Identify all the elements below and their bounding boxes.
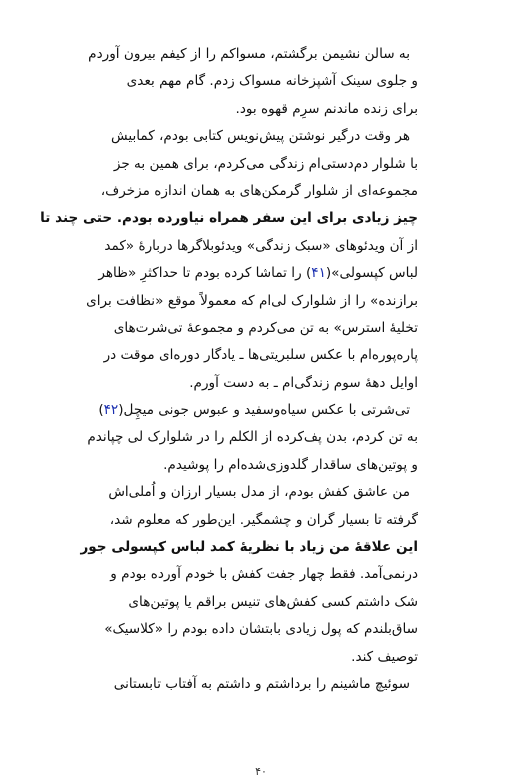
text-line [80,534,418,561]
text-line [40,205,418,232]
text-line [87,424,418,451]
text-segment: اوایل دههٔ سوم زندگی‌ام ـ به دست آورم. [189,374,418,391]
text-segment: من عاشق کفش بودم، از مدل بسیار ارزان و اُملی‌اش [108,484,410,501]
text-segment: ) را تماشا کرده بودم تا حداکثرِ «ظاهر [98,265,312,282]
text-segment: از آن ویدئوهای «سبک زندگی» ویدئوبلاگرها دربارۀ «کمد [104,237,418,254]
text-line [96,315,418,342]
text-line [96,123,418,150]
bold-text: این علاقهٔ من زیاد با نظریهٔ کمد لباس کپسولی جور [80,539,418,556]
footnote-reference: ۴۱ [311,265,326,282]
text-line [96,561,418,588]
text-line [96,644,418,671]
text-line [96,589,418,616]
text-segment: و جلوی سینک آشپزخانه مسواک زدم. گام مهم بعدی [126,73,418,90]
text-segment: و پوتین‌های ساقدار گلدوزی‌شده‌ام را پوشیدم. [163,456,418,473]
text-segment: برای زنده ماندنم سرِم قهوه بود. [235,100,418,117]
text-line [96,233,418,260]
text-segment: به تن کردم، بدن پف‌کرده از الکلم را در شلوارک لی چپاندم [87,429,418,446]
text-segment: شک داشتم کسی کفش‌های تنیس براقم یا پوتین‌های [128,593,418,610]
text-line [96,616,418,643]
text-segment: مجموعه‌ای از شلوار گرمکن‌های به همان اندازه مزخرف، [100,182,418,199]
text-line [96,397,418,424]
text-segment: گرفته تا بسیار گران و چشمگیر. این‌طور که معلوم شد، [109,511,418,528]
text-line [96,507,418,534]
text-segment: هر وقت درگیر نوشتن پیش‌نویس کتابی بودم، کمابیش [111,128,410,145]
text-line [86,288,418,315]
text-line [96,151,418,178]
text-line [96,479,418,506]
text-segment: سوئیچ ماشینم را برداشتم و داشتم به آفتاب تابستانی [113,675,410,692]
text-line [96,178,418,205]
text-line [96,68,418,95]
text-segment: تخلیهٔ استرس» به تن می‌کردم و مجموعهٔ تی‌شرت‌های [113,319,418,336]
text-line [96,671,418,698]
text-line [96,96,418,123]
text-line [96,260,418,287]
text-line [96,370,418,397]
text-segment: درنمی‌آمد. فقط چهار جفت کفش با خودم آورده بودم و [110,566,418,583]
text-segment: برازنده» را از شلوارک لی‌ام که معمولاً موقع «نظافت برای [86,292,418,309]
page-number: ۴۰ [255,765,267,778]
text-segment: تی‌شرتی با عکس سیاه‌وسفید و عبوس جونی میچِل( [118,402,410,419]
bold-text: چیز زیادی برای این سفر همراه نیاورده بودم. حتی چند تا [40,210,418,227]
footnote-reference: ۴۲ [103,402,119,419]
text-line [96,452,418,479]
text-segment: ساق‌بلندم که پول زیادی بابتشان داده بودم را «کلاسیک» [104,621,418,638]
text-segment: به سالن نشیمن برگشتم، مسواکم را از کیفم بیرون آوردم [88,46,410,62]
text-segment: با شلوار دم‌دستی‌ام زندگی می‌کردم، برای همین به جز [113,155,418,172]
body-text [40,41,418,698]
text-segment: پاره‌پوره‌ام با عکس سلبریتی‌ها ـ یادگار دوره‌ای موقت در [103,347,418,364]
text-segment: توصیف کند. [351,648,418,665]
text-line [96,342,418,369]
text-line [88,41,418,68]
text-segment: لباس کپسولی»( [325,265,418,282]
text-segment: ) [98,402,104,419]
